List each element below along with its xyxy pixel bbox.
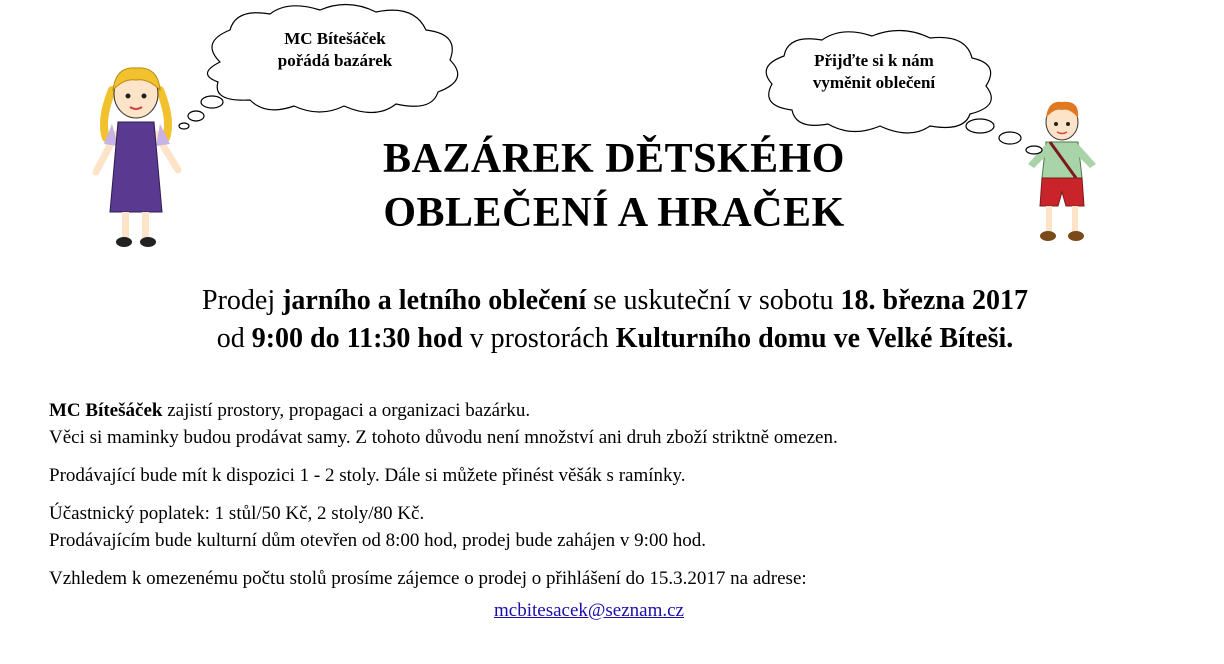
- page-title: [300, 132, 928, 240]
- cloud-right-line2: vyměnit oblečení: [812, 73, 936, 92]
- announce-date: 18. března 2017: [840, 285, 1028, 316]
- announce-text: Prodej: [202, 285, 283, 316]
- paragraph-text: Vzhledem k omezenému počtu stolů prosíme zájemce o prodej o přihlášení do 15.3.2017 na adrese:: [49, 568, 807, 589]
- paragraph-tables: [49, 462, 1199, 489]
- paragraph-text: Věci si maminky budou prodávat samy. Z tohoto důvodu není množství ani druh zboží striktně omezen.: [49, 427, 838, 448]
- announcement-line1: [60, 282, 1170, 320]
- paragraph-text: Prodávajícím bude kulturní dům otevřen od 8:00 hod, prodej bude zahájen v 9:00 hod.: [49, 530, 706, 551]
- cloud-left-line1: MC Bítešáček: [284, 29, 386, 48]
- cloud-right-line1: Přijďte si k nám: [814, 51, 934, 70]
- paragraph-organizer: [49, 397, 1199, 451]
- thought-cloud-left-text: [240, 28, 430, 72]
- announce-text: od: [216, 323, 252, 354]
- paragraph-text: zajistí prostory, propagaci a organizaci bazárku.: [162, 400, 531, 421]
- announce-text: se uskuteční v sobotu: [586, 285, 841, 316]
- title-line2: OBLEČENÍ A HRAČEK: [383, 190, 845, 236]
- paragraph-registration: [49, 565, 1199, 592]
- email-link[interactable]: mcbitesacek@seznam.cz: [494, 600, 684, 621]
- announce-text: v prostorách: [462, 323, 616, 354]
- body-text: [49, 397, 1199, 624]
- paragraph-fee: [49, 500, 1199, 554]
- title-line1: BAZÁREK DĚTSKÉHO: [383, 136, 845, 182]
- announce-bold: jarního a letního oblečení: [282, 285, 587, 316]
- announcement: [60, 282, 1170, 358]
- announcement-line2: [60, 320, 1170, 358]
- email-line: [49, 597, 1199, 624]
- paragraph-text: Prodávající bude mít k dispozici 1 - 2 stoly. Dále si můžete přinést věšák s ramínky.: [49, 465, 686, 486]
- cloud-left-line2: pořádá bazárek: [277, 51, 393, 70]
- organizer-name: MC Bítešáček: [49, 400, 163, 421]
- paragraph-text: Účastnický poplatek: 1 stůl/50 Kč, 2 stoly/80 Kč.: [49, 503, 425, 524]
- announce-venue: Kulturního domu ve Velké Bíteši.: [615, 323, 1014, 354]
- thought-cloud-right-text: [776, 50, 972, 94]
- announce-time: 9:00 do 11:30 hod: [251, 323, 463, 354]
